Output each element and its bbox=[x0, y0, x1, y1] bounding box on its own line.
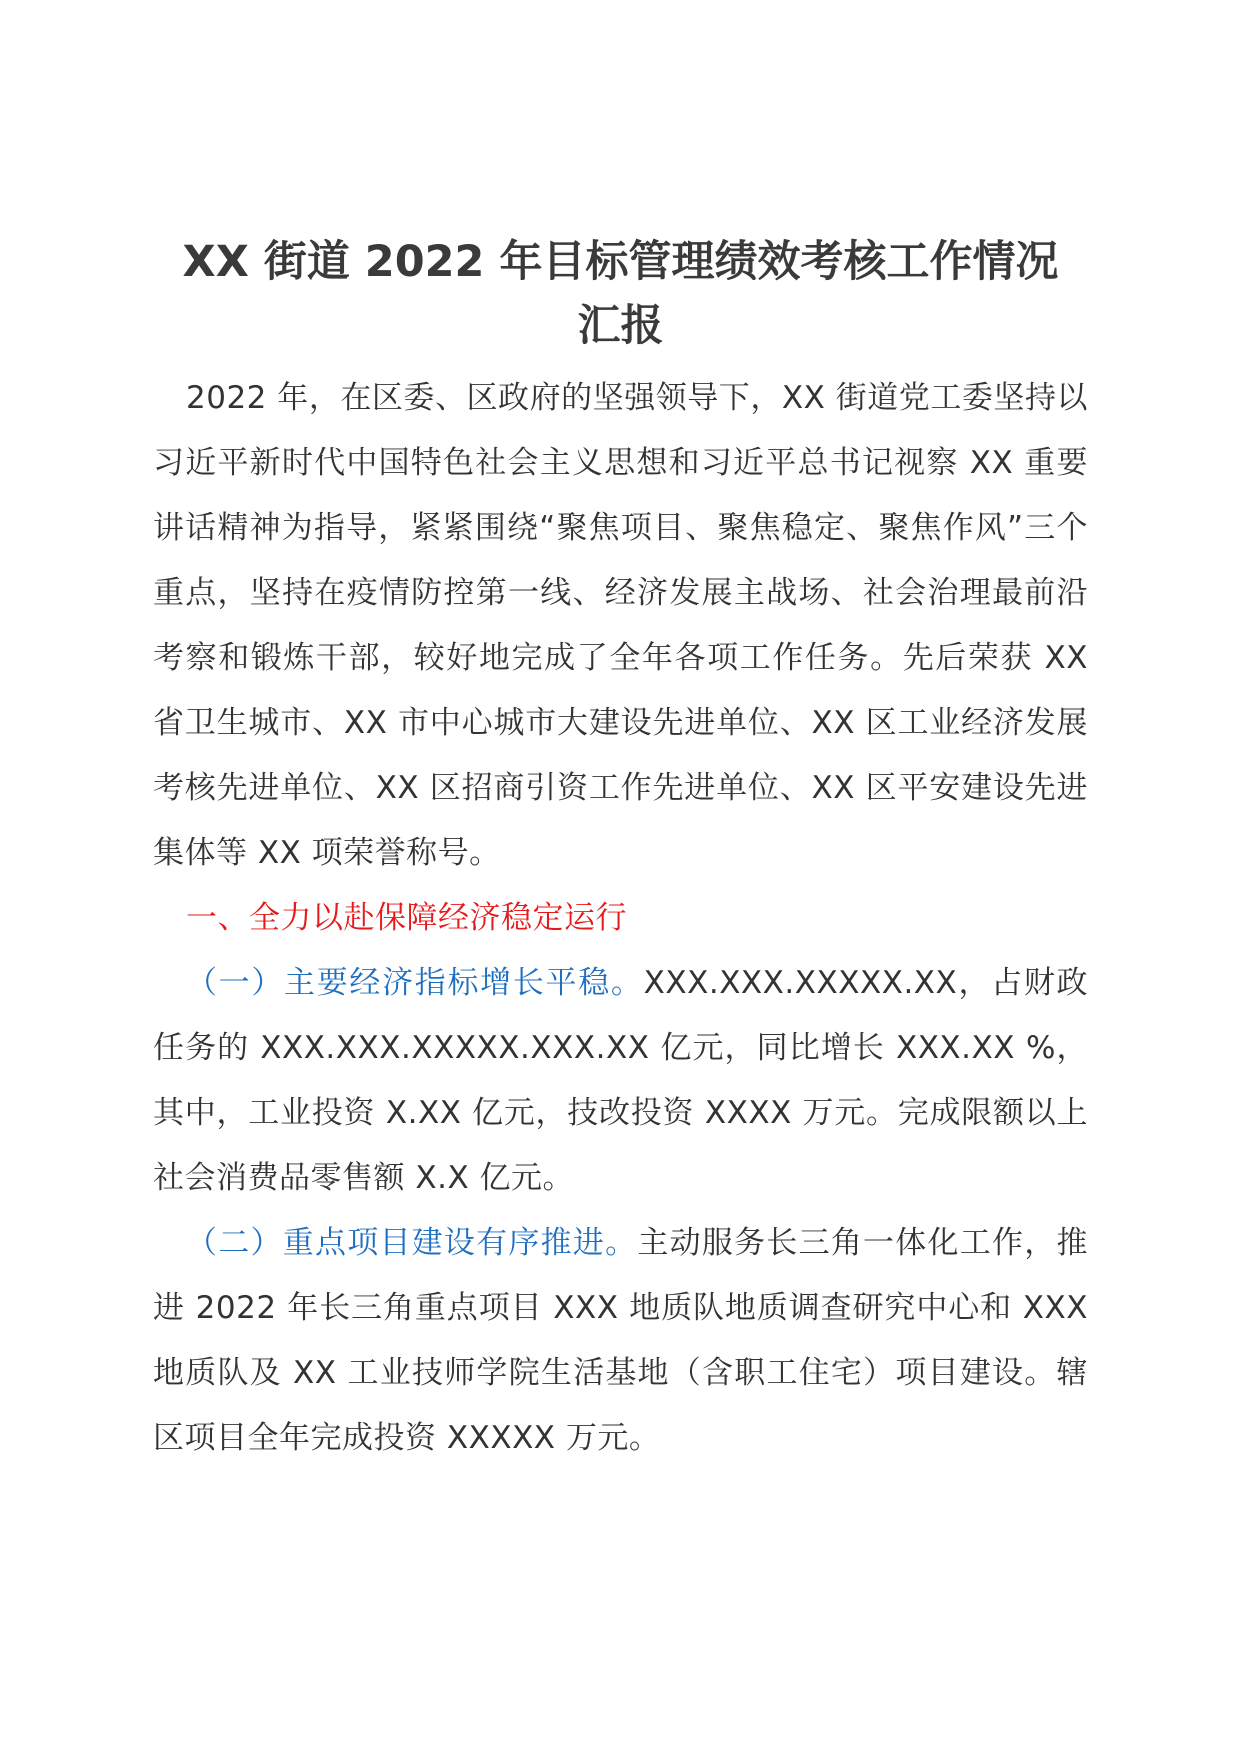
subsection-paragraph-1 bbox=[153, 951, 1088, 1211]
document-page bbox=[153, 230, 1088, 1471]
title-line-1: XX 街道 2022 年目标管理绩效考核工作情况 bbox=[182, 237, 1059, 287]
intro-paragraph: 2022 年，在区委、区政府的坚强领导下，XX 街道党工委坚持以习近平新时代中国特色社会主义思想和习近平总书记视察 XX 重要讲话精神为指导，紧紧围绕“聚焦项目、聚焦稳定、聚焦作风”三个重点，坚持在疫情防控第一线、经济发展主战场、社会治理最前沿考察和锻炼干部，较好地完成了全年各项工作任务。先后荣获 XX 省卫生城市、XX 市中心城市大建设先进单位、XX 区工业经济发展考核先进单位、XX 区招商引资工作先进单位、XX 区平安建设先进集体等 XX 项荣誉称号。 bbox=[153, 380, 1088, 871]
section-heading-1: 一、全力以赴保障经济稳定运行 bbox=[186, 900, 627, 936]
subsection-text-1: XXX.XXX.XXXXX.XX，占财政任务的 XXX.XXX.XXXXX.XXX.XX 亿元，同比增长 XXX.XX %，其中，工业投资 X.XX 亿元，技改投资 XXXX 万元。完成限额以上社会消费品零售额 X.X 亿元。 bbox=[153, 965, 1089, 1196]
document-title bbox=[153, 230, 1088, 358]
subsection-heading-2: （二）重点项目建设有序推进。 bbox=[186, 1225, 638, 1261]
title-line-2: 汇报 bbox=[577, 301, 664, 351]
subsection-heading-1: （一）主要经济指标增长平稳。 bbox=[186, 965, 644, 1001]
subsection-text-2: 主动服务长三角一体化工作，推进 2022 年长三角重点项目 XXX 地质队地质调查研究中心和 XXX 地质队及 XX 工业技师学院生活基地（含职工住宅）项目建设。辖区项目全年完成投资 XXXXX 万元。 bbox=[153, 1225, 1089, 1456]
subsection-paragraph-2 bbox=[153, 1211, 1088, 1471]
